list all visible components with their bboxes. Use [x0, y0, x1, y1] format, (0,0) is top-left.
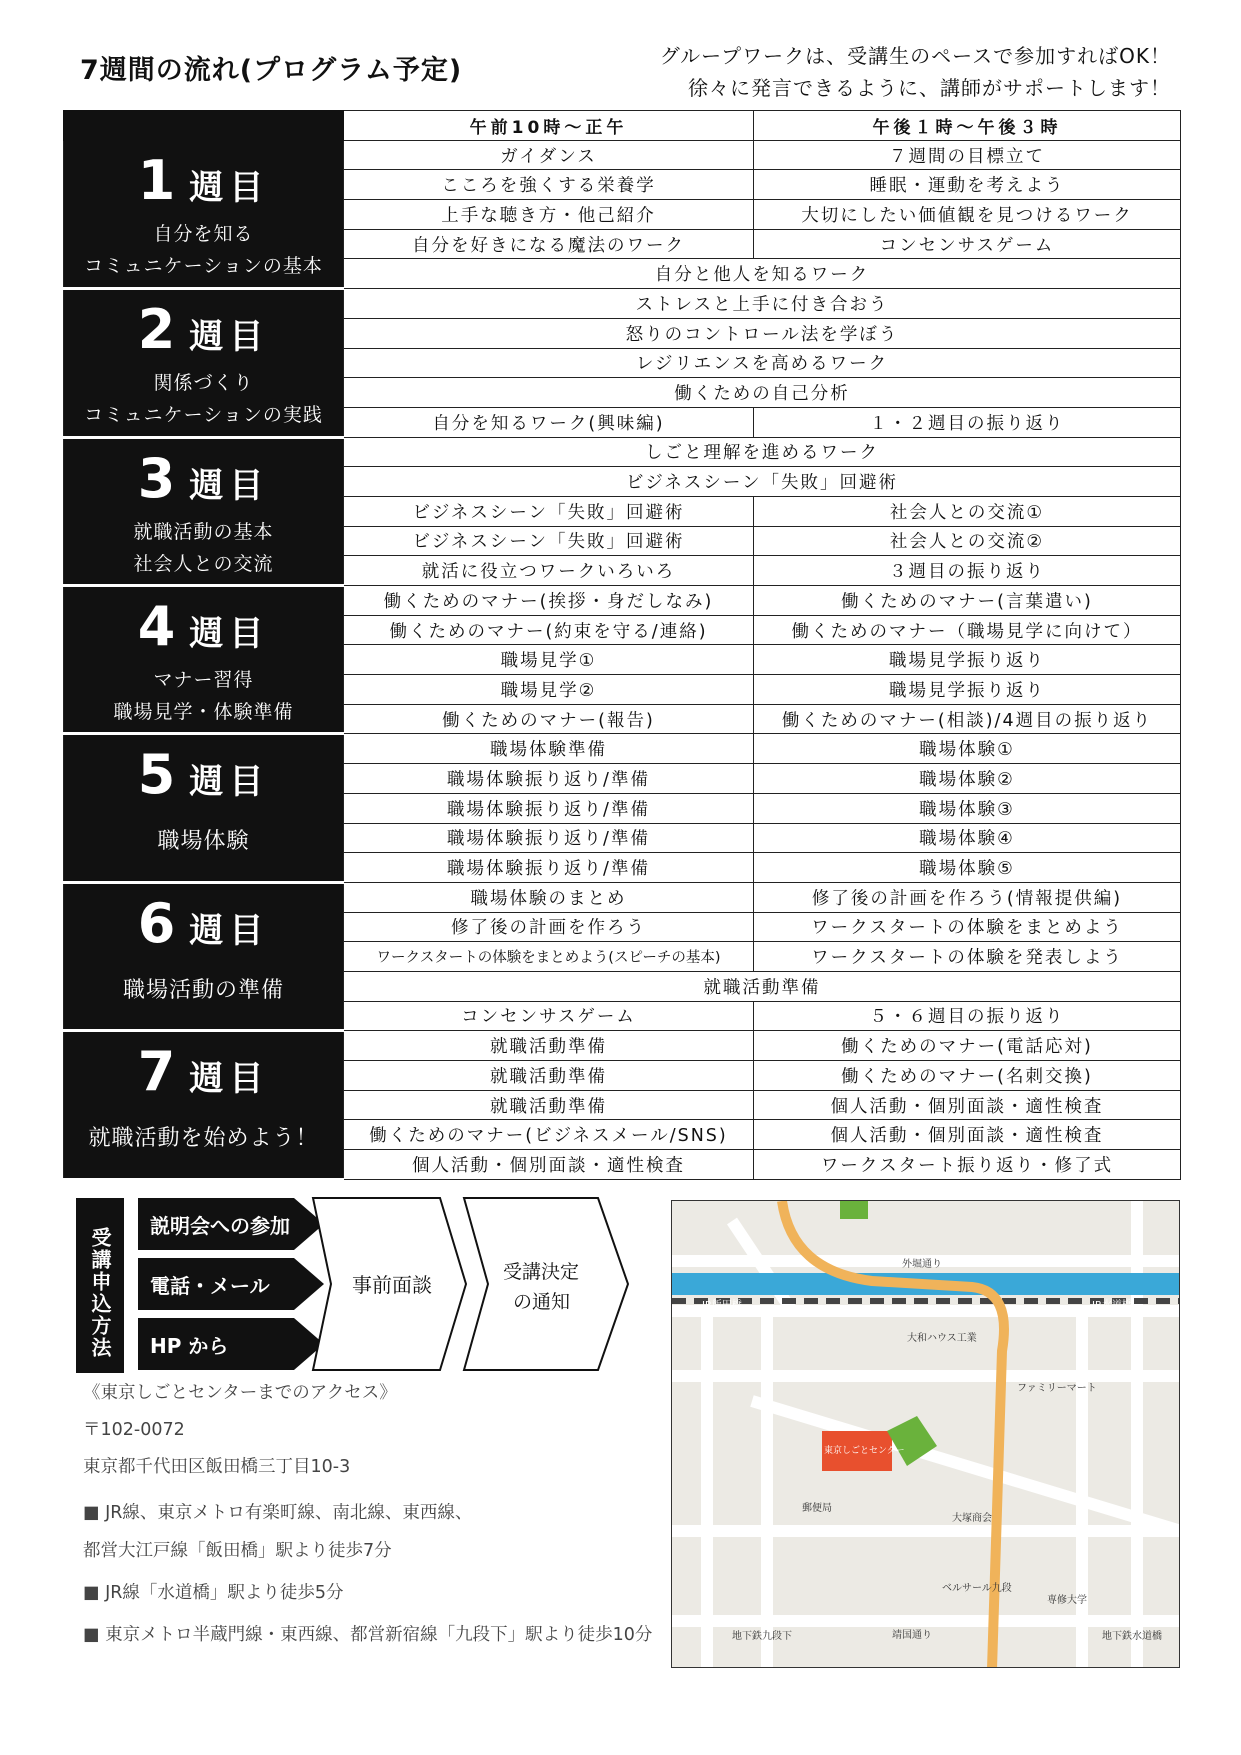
access-map	[671, 1200, 1180, 1668]
week-description: 職場見学・体験準備	[113, 701, 294, 723]
postal-code: 〒102-0072	[83, 1420, 185, 1440]
session-pm: 職場体験⑤	[754, 853, 1181, 883]
week-label-6	[64, 882, 344, 1030]
map-label-otsuka: 大塚商会	[952, 1513, 992, 1524]
week-description: コミュニケーションの基本	[84, 254, 323, 277]
session-am: 職場体験準備	[344, 734, 754, 764]
header-note	[660, 40, 1171, 104]
session-am: コンセンサスゲーム	[344, 1001, 754, 1031]
week-description: 関係づくり	[153, 372, 254, 395]
session-am: 働くためのマナー(報告)	[344, 704, 754, 734]
week-description: 就職活動の基本	[133, 520, 274, 543]
session-am: 職場体験振り返り/準備	[344, 853, 754, 883]
week-number-digit: 4	[137, 595, 190, 658]
schedule-row	[64, 586, 1181, 616]
week-number-digit: 6	[137, 891, 190, 955]
session-am: 就職活動準備	[344, 1090, 754, 1120]
session-am: 就職活動準備	[344, 1061, 754, 1091]
session-am: 職場体験振り返り/準備	[344, 823, 754, 853]
session-am: ビジネスシーン「失敗」回避術	[344, 496, 754, 526]
session-full-day: 就職活動準備	[344, 971, 1181, 1001]
map-label-jr-suidobashi: JR水道橋	[1092, 1300, 1132, 1311]
session-pm: ワークスタートの体験を発表しよう	[754, 942, 1181, 972]
session-pm: 個人活動・個別面談・適性検査	[754, 1120, 1181, 1150]
session-am: ガイダンス	[344, 140, 754, 170]
session-am: 自分を好きになる魔法のワーク	[344, 229, 754, 259]
note-line-2: 徐々に発言できるように、講師がサポートします！	[688, 76, 1171, 100]
week-label-5	[64, 734, 344, 882]
schedule-table	[63, 110, 1181, 1181]
week-number-digit: 3	[137, 446, 190, 510]
session-am: 就活に役立つワークいろいろ	[344, 556, 754, 586]
week-label-7	[64, 1031, 344, 1179]
session-pm: 働くためのマナー(電話応対)	[754, 1031, 1181, 1061]
address: 東京都千代田区飯田橋三丁目10-3	[83, 1457, 351, 1477]
session-full-day: ビジネスシーン「失敗」回避術	[344, 467, 1181, 497]
step-pre-interview-label: 事前面談	[352, 1273, 432, 1297]
map-label-suidobashi-sub: 地下鉄水道橋	[1102, 1631, 1162, 1642]
session-am: 職場見学②	[344, 675, 754, 705]
session-full-day: 怒りのコントロール法を学ぼう	[344, 318, 1181, 348]
map-label-post: 郵便局	[802, 1503, 832, 1514]
method-2: 電話・メール	[150, 1274, 270, 1298]
week-description: コミュニケーションの実践	[84, 404, 323, 427]
map-label-family: ファミリーマート	[1017, 1383, 1097, 1394]
session-am: 働くためのマナー(ビジネスメール/SNS)	[344, 1120, 754, 1150]
session-pm: １・２週目の振り返り	[754, 407, 1181, 437]
map-label-daiwa: 大和ハウス工業	[907, 1333, 977, 1344]
session-pm: 職場体験①	[754, 734, 1181, 764]
week-number-unit: 週目	[189, 167, 270, 208]
week-number-digit: 1	[137, 148, 190, 212]
schedule-row	[64, 437, 1181, 467]
column-header-pm: 午後１時～午後３時	[754, 111, 1181, 141]
session-full-day: レジリエンスを高めるワーク	[344, 348, 1181, 378]
schedule-row	[64, 1031, 1181, 1061]
week-label-2	[64, 289, 344, 437]
note-line-1: グループワークは、受講生のペースで参加すればOK！	[659, 44, 1171, 68]
session-pm: 働くためのマナー（職場見学に向けて）	[754, 615, 1181, 645]
session-pm: ワークスタートの体験をまとめよう	[754, 912, 1181, 942]
session-full-day: ストレスと上手に付き合おう	[344, 289, 1181, 319]
week-description: 職場活動の準備	[122, 977, 284, 1003]
session-pm: ５・６週目の振り返り	[754, 1001, 1181, 1031]
route-1b: 都営大江戸線「飯田橋」駅より徒歩7分	[83, 1541, 392, 1561]
week-number	[66, 891, 341, 961]
session-am: 働くためのマナー(約束を守る/連絡)	[344, 615, 754, 645]
week-number	[66, 446, 341, 516]
map-label-target: 東京しごとセンター	[824, 1446, 905, 1456]
session-pm: 働くためのマナー(言葉遣い)	[754, 586, 1181, 616]
session-pm: 個人活動・個別面談・適性検査	[754, 1090, 1181, 1120]
map-label-jr-iidabashi: JR飯田橋	[702, 1300, 742, 1311]
session-am: 修了後の計画を作ろう	[344, 912, 754, 942]
schedule-row	[64, 289, 1181, 319]
session-am: 職場体験のまとめ	[344, 882, 754, 912]
week-number	[66, 148, 341, 218]
week-number	[66, 300, 341, 367]
step-decision	[464, 1198, 628, 1370]
session-pm: 職場体験②	[754, 764, 1181, 794]
session-pm: 働くためのマナー(相談)/4週目の振り返り	[754, 704, 1181, 734]
session-pm: 職場体験③	[754, 793, 1181, 823]
session-pm: コンセンサスゲーム	[754, 229, 1181, 259]
schedule-row	[64, 140, 1181, 170]
map-label-yasukuni: 靖国通り	[892, 1630, 932, 1641]
week-number-digit: 7	[137, 1040, 190, 1104]
session-am: 働くためのマナー(挨拶・身だしなみ)	[344, 586, 754, 616]
week-number-digit: 5	[137, 743, 190, 807]
map-label-kudanshita: 地下鉄九段下	[732, 1631, 792, 1642]
map-label-sotobori: 外堀通り	[902, 1259, 942, 1270]
park	[840, 1201, 868, 1219]
week-description: 職場体験	[157, 829, 250, 855]
schedule-row	[64, 734, 1181, 764]
session-pm: 社会人との交流②	[754, 526, 1181, 556]
column-header-am: 午前10時～正午	[344, 111, 754, 141]
week-number-unit: 週目	[189, 465, 270, 506]
apply-method-label: 受講申込方法	[76, 1198, 124, 1373]
session-am: 就職活動準備	[344, 1031, 754, 1061]
week-description: 自分を知る	[153, 222, 254, 245]
week-description: 社会人との交流	[133, 552, 274, 575]
header-row	[64, 111, 1181, 141]
step-decision-label-2: の通知	[513, 1291, 571, 1313]
session-pm: 職場体験④	[754, 823, 1181, 853]
week-label-4	[64, 586, 344, 734]
session-full-day: 働くための自己分析	[344, 378, 1181, 408]
apply-flow	[136, 1196, 636, 1376]
session-am: 職場体験振り返り/準備	[344, 764, 754, 794]
method-3: HP から	[150, 1334, 229, 1358]
session-pm: 大切にしたい価値観を見つけるワーク	[754, 200, 1181, 230]
session-pm: ワークスタート振り返り・修了式	[754, 1150, 1181, 1180]
session-pm: 職場見学振り返り	[754, 675, 1181, 705]
week-number-unit: 週目	[189, 762, 270, 803]
week-description: マナー習得	[153, 669, 254, 691]
week-label-3	[64, 437, 344, 585]
header-corner	[64, 111, 344, 141]
session-pm: 社会人との交流①	[754, 496, 1181, 526]
session-am: 自分を知るワーク(興味編)	[344, 407, 754, 437]
session-full-day: しごと理解を進めるワーク	[344, 437, 1181, 467]
week-label-1	[64, 140, 344, 288]
session-pm: 睡眠・運動を考えよう	[754, 170, 1181, 200]
page-title: 7週間の流れ(プログラム予定)	[80, 55, 463, 86]
schedule-row	[64, 882, 1181, 912]
session-pm: ３週目の振り返り	[754, 556, 1181, 586]
week-number-unit: 週目	[189, 614, 270, 654]
week-number	[66, 745, 341, 812]
session-am: 職場体験振り返り/準備	[344, 793, 754, 823]
session-am: 個人活動・個別面談・適性検査	[344, 1150, 754, 1180]
map-label-senshu: 専修大学	[1047, 1595, 1087, 1606]
session-am: 職場見学①	[344, 645, 754, 675]
session-am: ビジネスシーン「失敗」回避術	[344, 526, 754, 556]
session-am: ワークスタートの体験をまとめよう(スピーチの基本)	[344, 942, 754, 972]
route-2: ■ JR線「水道橋」駅より徒歩5分	[83, 1583, 344, 1603]
step-decision-label-1: 受講決定	[503, 1261, 580, 1283]
route-3: ■ 東京メトロ半蔵門線・東西線、都営新宿線「九段下」駅より徒歩10分	[83, 1625, 653, 1645]
week-number-unit: 週目	[189, 1059, 270, 1100]
map-label-bellsalle: ベルサール九段	[942, 1583, 1012, 1594]
session-pm: ７週間の目標立て	[754, 140, 1181, 170]
session-am: こころを強くする栄養学	[344, 170, 754, 200]
week-number	[66, 597, 341, 664]
session-full-day: 自分と他人を知るワーク	[344, 259, 1181, 289]
method-1: 説明会への参加	[150, 1214, 290, 1238]
week-description: 就職活動を始めよう！	[88, 1126, 319, 1152]
session-pm: 職場見学振り返り	[754, 645, 1181, 675]
route-1a: ■ JR線、東京メトロ有楽町線、南北線、東西線、	[83, 1503, 473, 1523]
week-number	[66, 1042, 341, 1109]
access-heading: 《東京しごとセンターまでのアクセス》	[83, 1383, 397, 1403]
week-number-unit: 週目	[189, 910, 270, 951]
session-pm: 働くためのマナー(名刺交換)	[754, 1061, 1181, 1091]
week-number-unit: 週目	[189, 317, 270, 358]
session-am: 上手な聴き方・他己紹介	[344, 200, 754, 230]
session-pm: 修了後の計画を作ろう(情報提供編)	[754, 882, 1181, 912]
week-number-digit: 2	[137, 298, 190, 362]
